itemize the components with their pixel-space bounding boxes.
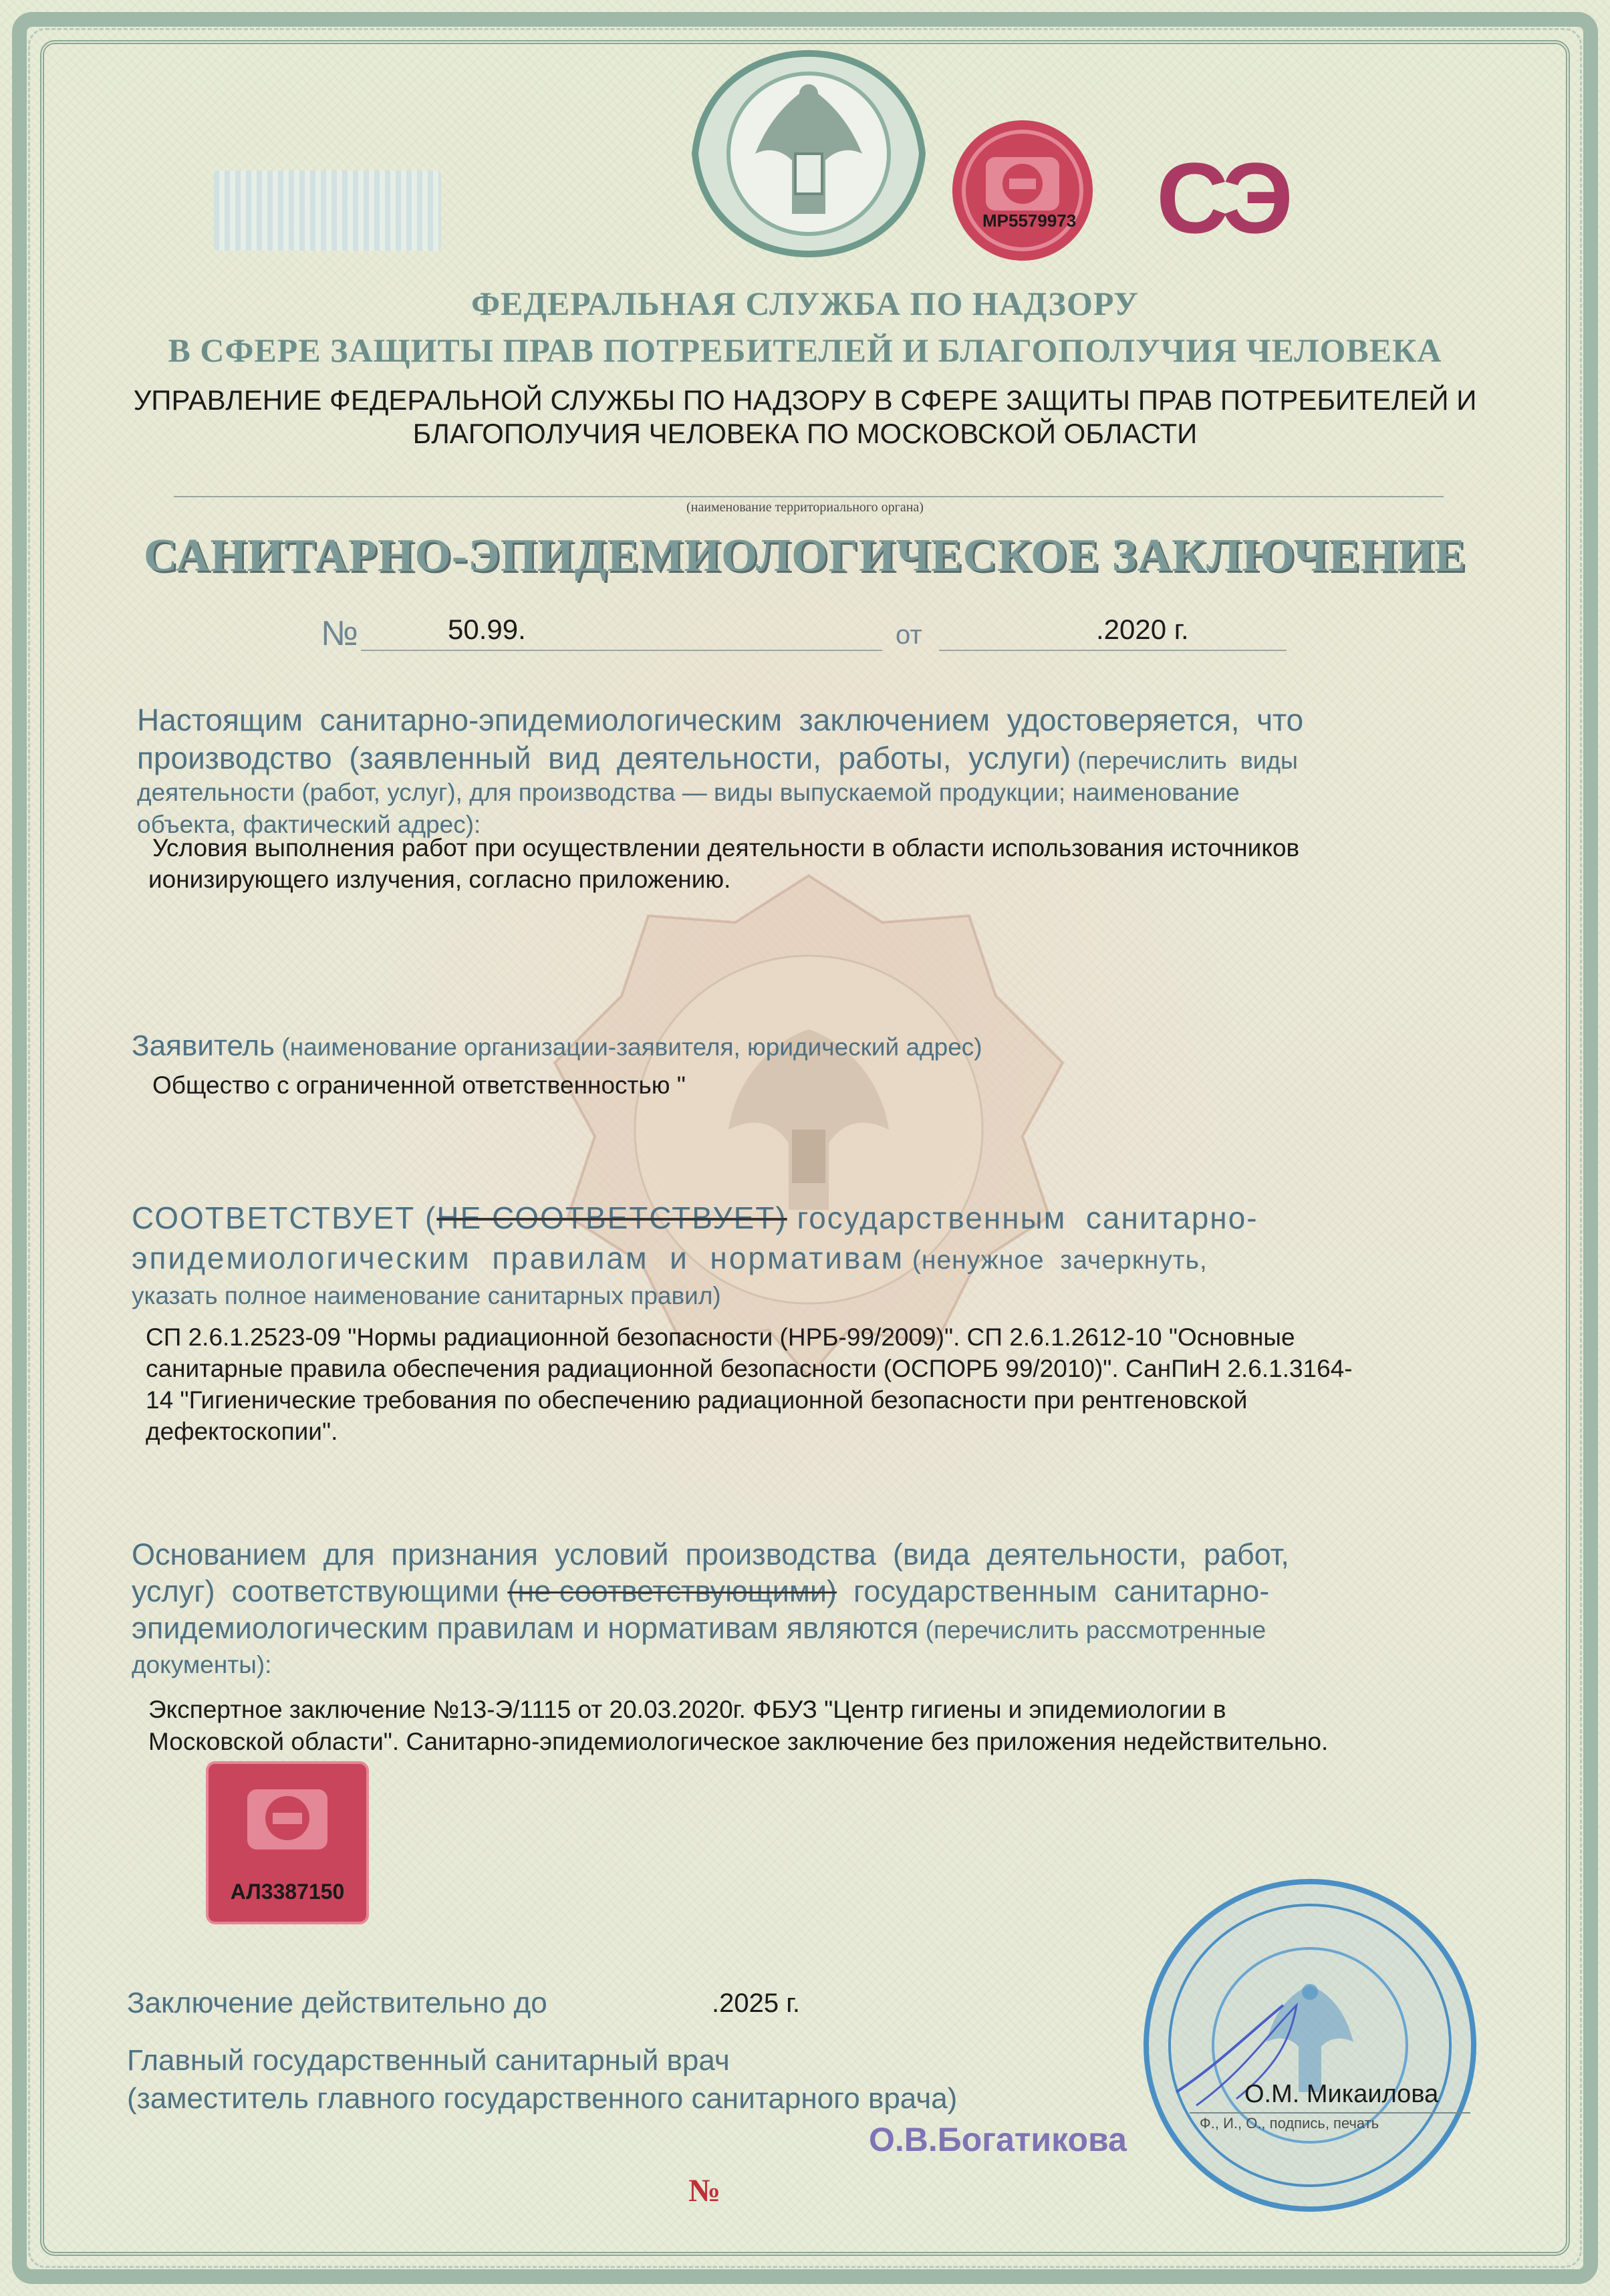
hologram-seal-top-icon xyxy=(949,117,1096,264)
section4-line4: документы): xyxy=(132,1651,272,1678)
signer-underline xyxy=(1190,2112,1470,2114)
number-value: 50.99. xyxy=(448,614,526,645)
hologram-bottom-serial: АЛ3387150 xyxy=(230,1880,345,1904)
date-value: .2020 г. xyxy=(1096,614,1189,645)
number-label: № xyxy=(321,614,358,653)
section4-line3-main: эпидемиологическим правилам и нормативам являются xyxy=(132,1611,919,1645)
section1-lead-line4: объекта, фактический адрес): xyxy=(137,811,481,838)
section4-line2 xyxy=(132,1574,1269,1609)
section4-value-line2: Московской области". Санитарно-эпидемиологическое заключение без приложения недействительно. xyxy=(148,1728,1329,1755)
section3-value-line4: дефектоскопии". xyxy=(146,1418,338,1445)
section1-lead-line2-note: (перечислить виды xyxy=(1071,747,1298,774)
section4-line3 xyxy=(132,1611,1266,1646)
section1-lead-line2-main: производство (заявленный вид деятельности, работы, услуги) xyxy=(137,741,1071,775)
signer-name: О.М. Микаилова xyxy=(1244,2080,1439,2108)
section3-line2 xyxy=(132,1240,1208,1276)
section1-lead-line1: Настоящим санитарно-эпидемиологическим заключением удостоверяется, что xyxy=(137,703,1304,737)
section1-lead-line3: деятельности (работ, услуг), для производства — виды выпускаемой продукции; наименование xyxy=(137,779,1240,806)
se-mark-logo: СЭ xyxy=(1156,142,1289,254)
valid-until-value: .2025 г. xyxy=(712,1989,801,2018)
chief-doctor-line2: (заместитель главного государственного санитарного врача) xyxy=(127,2082,958,2115)
agency-line1: ФЕДЕРАЛЬНАЯ СЛУЖБА ПО НАДЗОРУ xyxy=(471,285,1139,322)
section4-value-line1: Экспертное заключение №13-Э/1115 от 20.03.2020г. ФБУЗ "Центр гигиены и эпидемиологии в xyxy=(148,1696,1226,1723)
number-underline xyxy=(361,650,882,651)
agency-line2: В СФЕРЕ ЗАЩИТЫ ПРАВ ПОТРЕБИТЕЛЕЙ И БЛАГОПОЛУЧИЯ ЧЕЛОВЕКА xyxy=(168,332,1442,369)
directorate-line2: БЛАГОПОЛУЧИЯ ЧЕЛОВЕКА ПО МОСКОВСКОЙ ОБЛАСТИ xyxy=(412,418,1198,449)
valid-until-label: Заключение действительно до xyxy=(127,1987,547,2019)
date-label: от xyxy=(896,620,922,650)
section3-value-line3: 14 "Гигиенические требования по обеспечению радиационной безопасности при рентгеновской xyxy=(146,1386,1248,1414)
not-conforms-struck: НЕ СООТВЕТСТВУЕТ) xyxy=(436,1200,787,1235)
territorial-caption: (наименование территориального органа) xyxy=(686,500,924,515)
signer-caption: Ф., И., О., подпись, печать xyxy=(1200,2115,1379,2132)
section3-line2-main: эпидемиологическим правилам и нормативам xyxy=(132,1241,905,1275)
hologram-top-serial: MP5579973 xyxy=(982,211,1077,231)
stamp-name: О.В.Богатикова xyxy=(869,2121,1127,2158)
section4-line2-a: услуг) соответствующими xyxy=(132,1574,508,1608)
conforms-open-paren: ( xyxy=(415,1200,437,1235)
section4-line2-b: государственным санитарно- xyxy=(836,1574,1270,1608)
conforms-word: СООТВЕТСТВУЕТ xyxy=(132,1200,416,1235)
section1-lead-line2 xyxy=(137,740,1298,776)
section3-line1-rest: государственным санитарно- xyxy=(787,1200,1258,1235)
applicant-note: (наименование организации-заявителя, юридический адрес) xyxy=(275,1033,982,1061)
official-round-seal-icon xyxy=(1136,1872,1484,2219)
directorate-line1: УПРАВЛЕНИЕ ФЕДЕРАЛЬНОЙ СЛУЖБЫ ПО НАДЗОРУ В СФЕРЕ ЗАЩИТЫ ПРАВ ПОТРЕБИТЕЛЕЙ И xyxy=(133,384,1477,416)
not-conforming-struck: (не соответствующими) xyxy=(507,1574,837,1608)
document-title: САНИТАРНО-ЭПИДЕМИОЛОГИЧЕСКОЕ ЗАКЛЮЧЕНИЕ xyxy=(143,530,1466,582)
section1-value-line2: ионизирующего излучения, согласно приложению. xyxy=(148,866,731,893)
emblem-icon xyxy=(675,40,942,267)
directorate-underline xyxy=(174,496,1444,497)
section4-line1: Основанием для признания условий производства (вида деятельности, работ, xyxy=(132,1537,1289,1571)
section3-value-line1: СП 2.6.1.2523-09 "Нормы радиационной безопасности (НРБ-99/2009)". СП 2.6.1.2612-10 "Основные xyxy=(146,1323,1295,1351)
chief-doctor-line1: Главный государственный санитарный врач xyxy=(127,2044,730,2077)
date-underline xyxy=(939,650,1287,651)
hologram-strip xyxy=(214,170,441,251)
applicant-label: Заявитель xyxy=(132,1029,275,1062)
section3-line2-note: (ненужное зачеркнуть, xyxy=(904,1246,1208,1275)
section1-value-line1: Условия выполнения работ при осуществлении деятельности в области использования источников xyxy=(152,834,1300,862)
section3-line3: указать полное наименование санитарных правил) xyxy=(132,1282,721,1309)
section4-line3-note: (перечислить рассмотренные xyxy=(918,1616,1266,1644)
form-number-label: № xyxy=(688,2173,721,2208)
applicant-value: Общество с ограниченной ответственностью " xyxy=(152,1071,686,1099)
section3-value-line2: санитарные правила обеспечения радиационной безопасности (ОСПОРБ 99/2010)". СанПиН 2.6.1.3164- xyxy=(146,1355,1353,1382)
section3-line1 xyxy=(132,1200,1258,1236)
applicant-heading xyxy=(132,1029,982,1063)
